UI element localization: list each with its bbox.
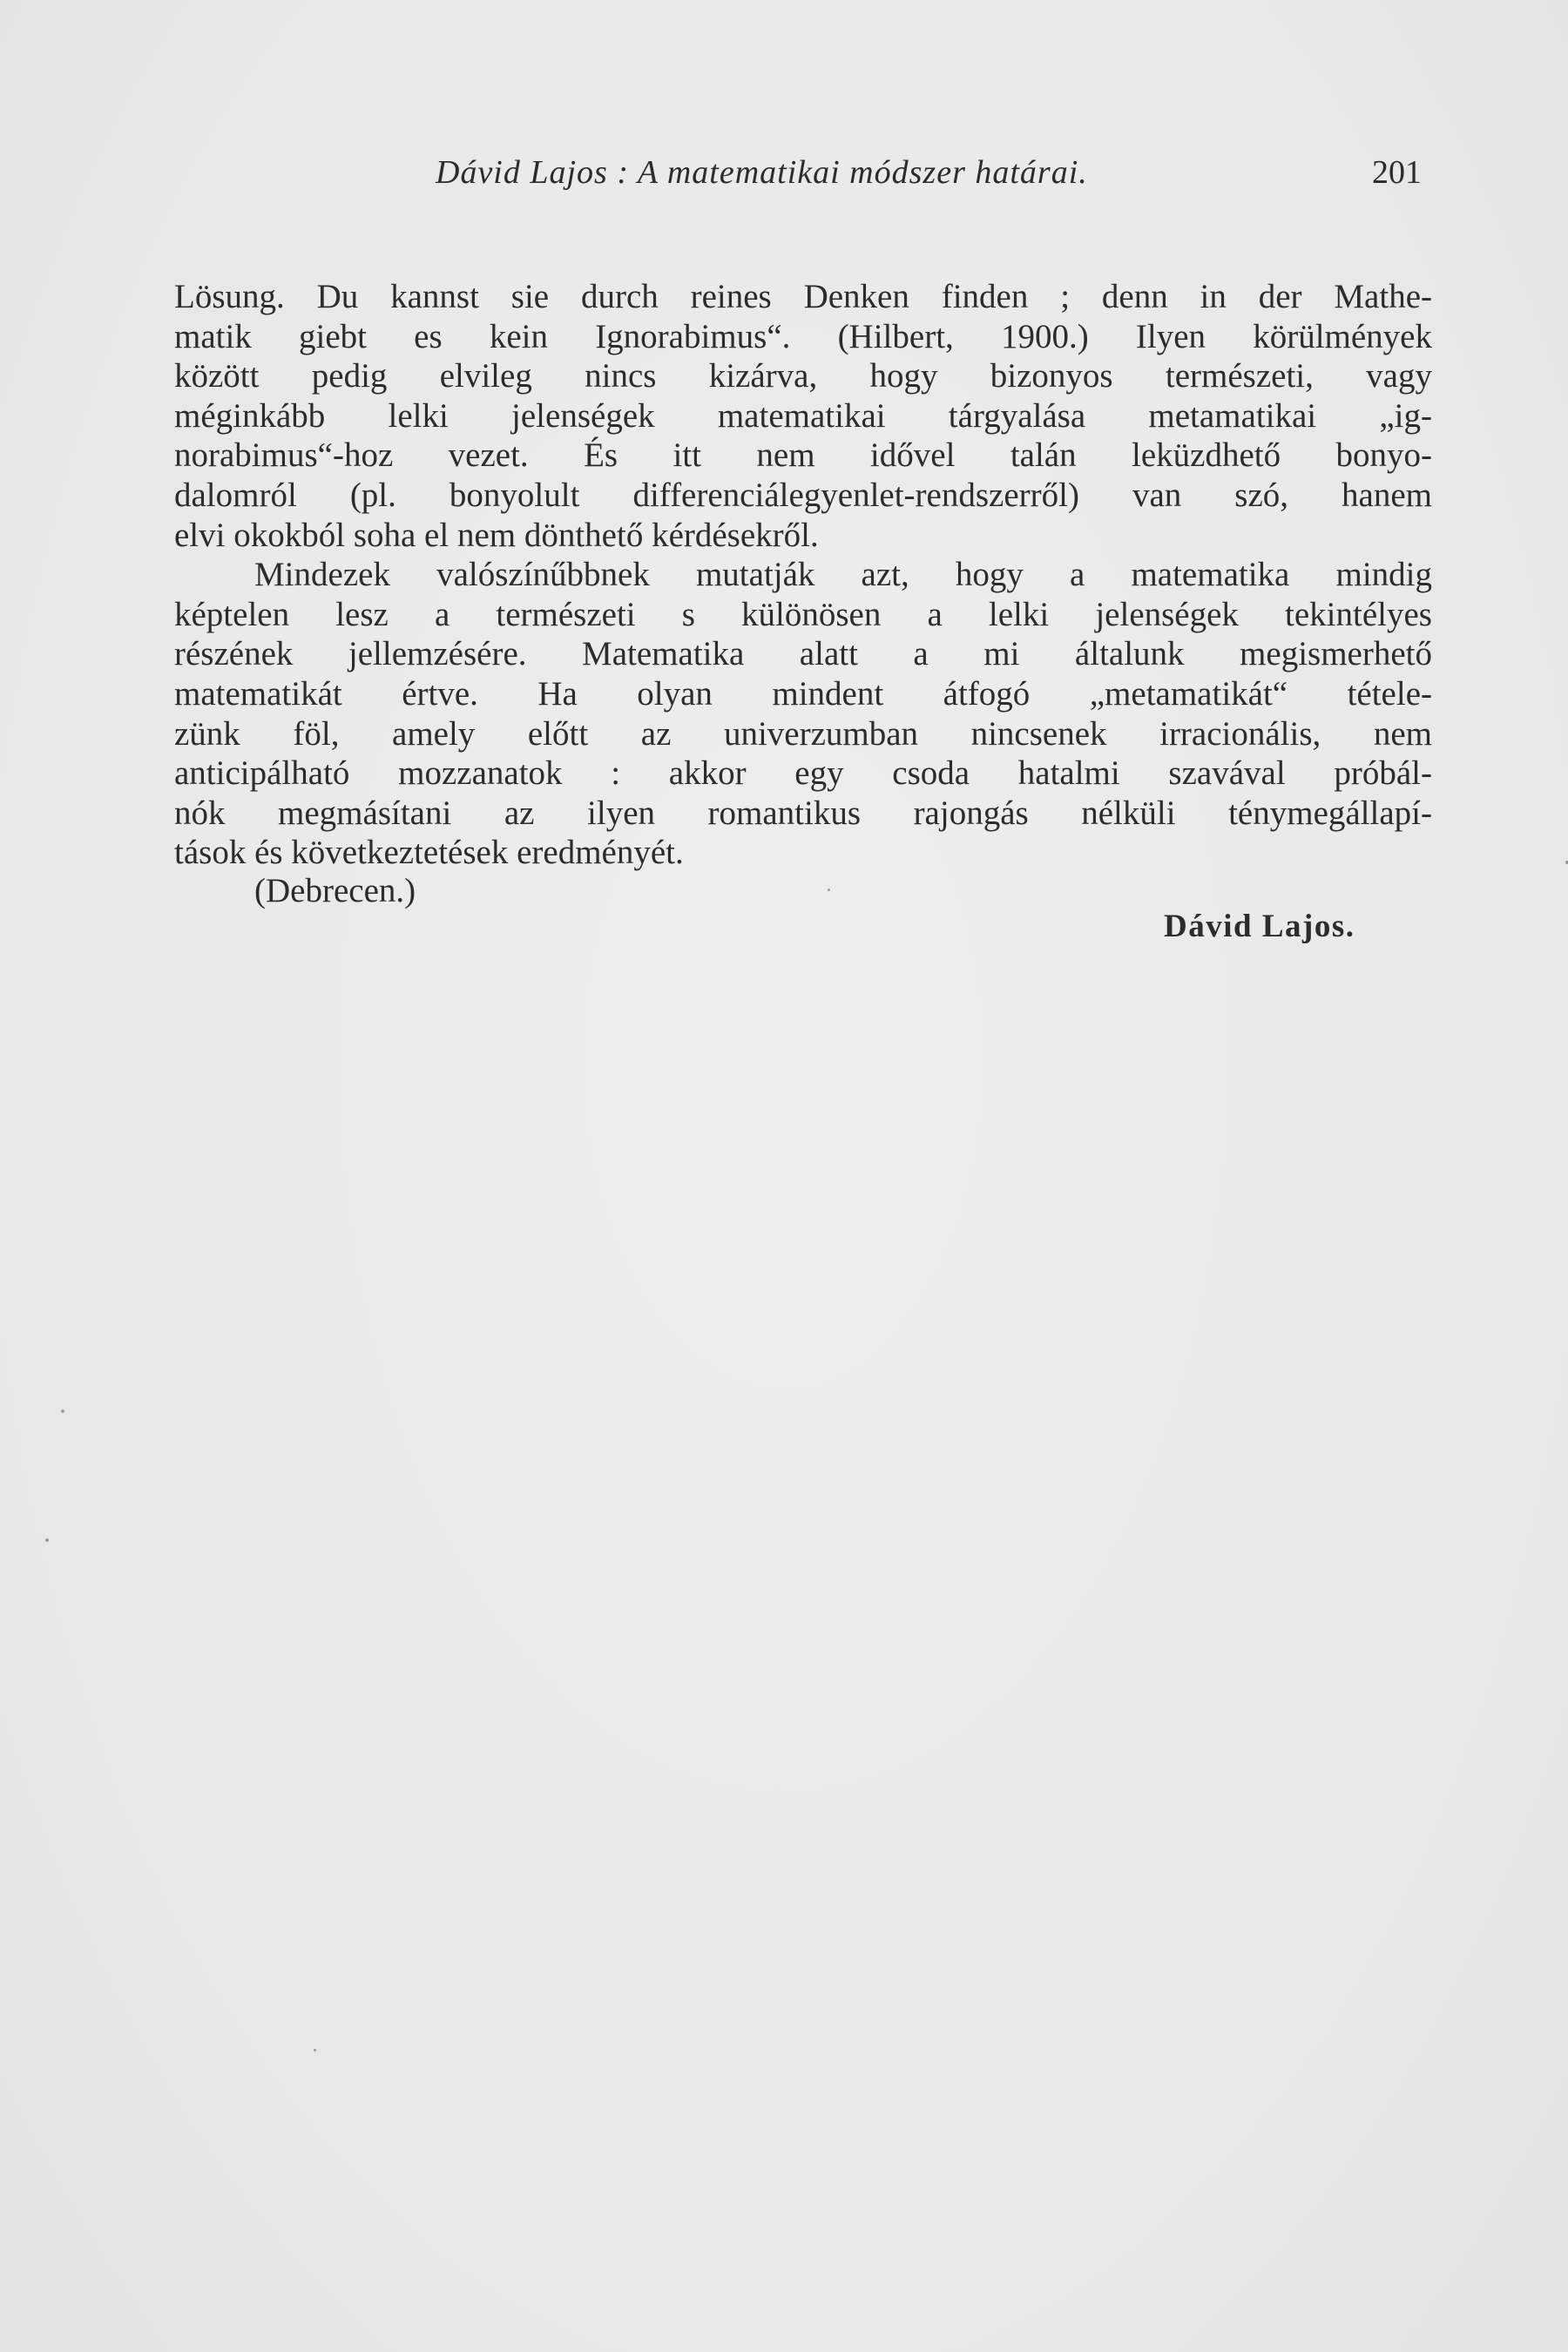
paper-speck (45, 1538, 49, 1542)
text-line: Lösung. Du kannst sie durch reines Denken finden ; denn in der Mathe- (174, 278, 1432, 315)
author-signature: Dávid Lajos. (1164, 909, 1355, 944)
paper-speck (828, 889, 830, 891)
text-line: részének jellemzésére. Matematika alatt a mi általunk megismerhető (174, 635, 1432, 673)
body-text (174, 277, 1432, 873)
text-line: elvi okokból soha el nem dönthető kérdésekről. (174, 516, 819, 554)
page-number: 201 (1372, 154, 1422, 191)
text-line: képtelen lesz a természeti s különösen a lelki jelenségek tekintélyes (174, 595, 1432, 633)
paper-speck (314, 2049, 316, 2051)
text-line: anticipálható mozzanatok : akkor egy csoda hatalmi szavával próbál- (174, 754, 1432, 793)
text-line: Mindezek valószínűbbnek mutatják azt, hogy a matematika mindig (254, 556, 1432, 594)
place-of-writing: (Debrecen.) (254, 872, 416, 909)
text-line: méginkább lelki jelenségek matematikai tárgyalása metamatikai „ig- (174, 396, 1432, 435)
text-line: tások és következtetések eredményét. (174, 834, 684, 872)
text-line: matik giebt es kein Ignorabimus“. (Hilbert, 1900.) Ilyen körülmények (174, 317, 1432, 355)
text-line: matematikát értve. Ha olyan mindent átfogó „metamatikát“ tétele- (174, 674, 1432, 713)
paper-speck (61, 1409, 64, 1413)
text-line: nók megmásítani az ilyen romantikus rajongás nélküli ténymegállapí- (174, 794, 1432, 832)
text-line: norabimus“-hoz vezet. És itt nem idővel talán leküzdhető bonyo- (174, 436, 1432, 475)
text-line: zünk föl, amely előtt az univerzumban nincsenek irracionális, nem (174, 714, 1432, 753)
text-line: között pedig elvileg nincs kizárva, hogy bizonyos természeti, vagy (174, 357, 1432, 395)
text-line: dalomról (pl. bonyolult differenciálegyenlet-rendszerről) van szó, hanem (174, 476, 1432, 514)
running-title: Dávid Lajos : A matematikai módszer határai. (436, 154, 1088, 191)
